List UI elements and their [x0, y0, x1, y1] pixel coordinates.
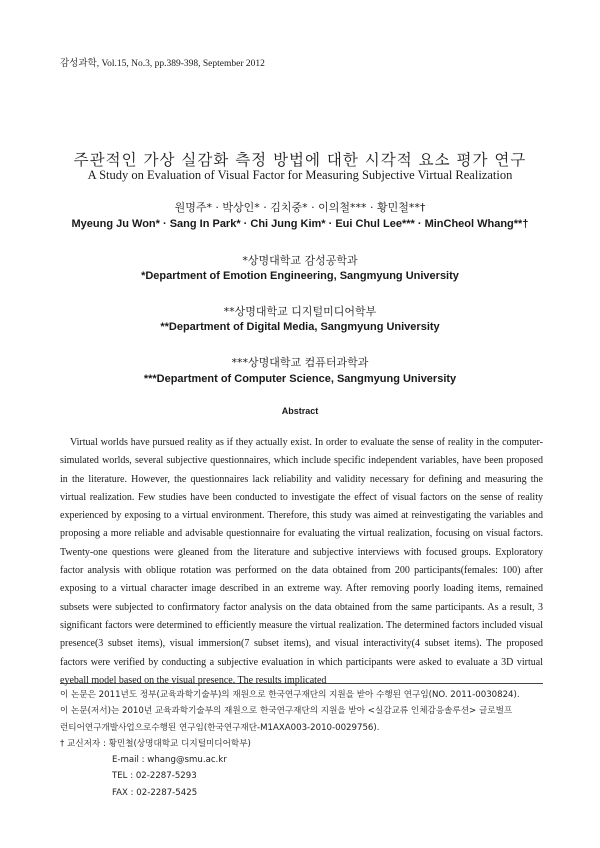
affiliation-3-english: ***Department of Computer Science, Sangmyung University: [143, 373, 457, 385]
abstract-heading: Abstract: [281, 406, 319, 416]
corresponding-author: † 교신저자 : 황민철(상명대학교 디지털미디어학부): [60, 738, 251, 749]
authors-english: Myeung Ju Won* · Sang In Park* · Chi Jung Kim* · Eui Chul Lee*** · MinCheol Whang**†: [71, 218, 529, 230]
journal-citation: 감성과학, Vol.15, No.3, pp.389-398, September 2012: [60, 59, 265, 69]
affiliation-2-english: **Department of Digital Media, Sangmyung University: [160, 321, 440, 333]
title-korean: 주관적인 가상 실감화 측정 방법에 대한 시각적 요소 평가 연구: [73, 151, 527, 169]
affiliation-3-korean: ***상명대학교 컴퓨터과학과: [231, 356, 369, 369]
affiliation-1-english: *Department of Emotion Engineering, Sangmyung University: [141, 270, 459, 282]
contact-tel: TEL : 02-2287-5293: [112, 771, 197, 782]
funding-note-2-line-1: 이 논문(저서)는 2010년 교육과학기술부의 재원으로 한국연구재단의 지원을 받아 <실감교류 인체감응솔루션> 글로벌프: [60, 706, 513, 717]
title-english: A Study on Evaluation of Visual Factor for Measuring Subjective Virtual Realization: [87, 168, 513, 182]
affiliation-2-korean: **상명대학교 디지털미디어학부: [223, 305, 377, 318]
authors-korean: 원명주* · 박상인* · 김치중* · 이의철*** · 황민철**†: [174, 201, 426, 214]
footnotes: [60, 687, 550, 801]
footnote-divider: [60, 683, 543, 684]
abstract-text: Virtual worlds have pursued reality as if they actually exist. In order to evaluate the sense of reality in the computer-simulated worlds, several subjective questionnaires, which include specific independent variables, have been proposed in the literature. However, the questionnaires lack reliability and validity necessary for defining and measuring the virtual realization. Few studies have been conducted to investigate the effect of visual factors on the sense of reality experienced by exposing to a virtual environment. Therefore, this study was aimed at reinvestigating the variables and proposing a more reliable and advisable questionnaire for evaluating the virtual realization, focusing on visual factors. Twenty-one questions were gleaned from the literature and subjective interviews with focused groups. Exploratory factor analysis with oblique rotation was performed on the data obtained from 200 participants(females: 100) after exposing to a virtual character image described in an extreme way. After removing poorly loading items, remained subsets were subjected to confirmatory factor analysis on the data obtained from the same participants. As a result, 3 significant factors were determined to efficiently measure the virtual realization. The determined factors included visual presence(3 subset items), visual immersion(7 subset items), and visual interactivity(4 subset items). The proposed factors were verified by conducting a subjective evaluation in which participants were asked to evaluate a 3D virtual eyeball model based on the visual presence. The results implicated: [60, 437, 543, 686]
contact-email: E-mail : whang@smu.ac.kr: [112, 755, 227, 766]
affiliation-1-korean: *상명대학교 감성공학과: [242, 254, 358, 267]
abstract-body: [60, 434, 543, 690]
funding-note-1: 이 논문은 2011년도 정부(교육과학기술부)의 재원으로 한국연구재단의 지원을 받아 수행된 연구임(NO. 2011-0030824).: [60, 690, 520, 700]
contact-fax: FAX : 02-2287-5425: [112, 787, 198, 798]
funding-note-2-line-2: 런티어연구개발사업으로수행된 연구임(한국연구재단-M1AXA003-2010-0029756).: [60, 722, 380, 733]
